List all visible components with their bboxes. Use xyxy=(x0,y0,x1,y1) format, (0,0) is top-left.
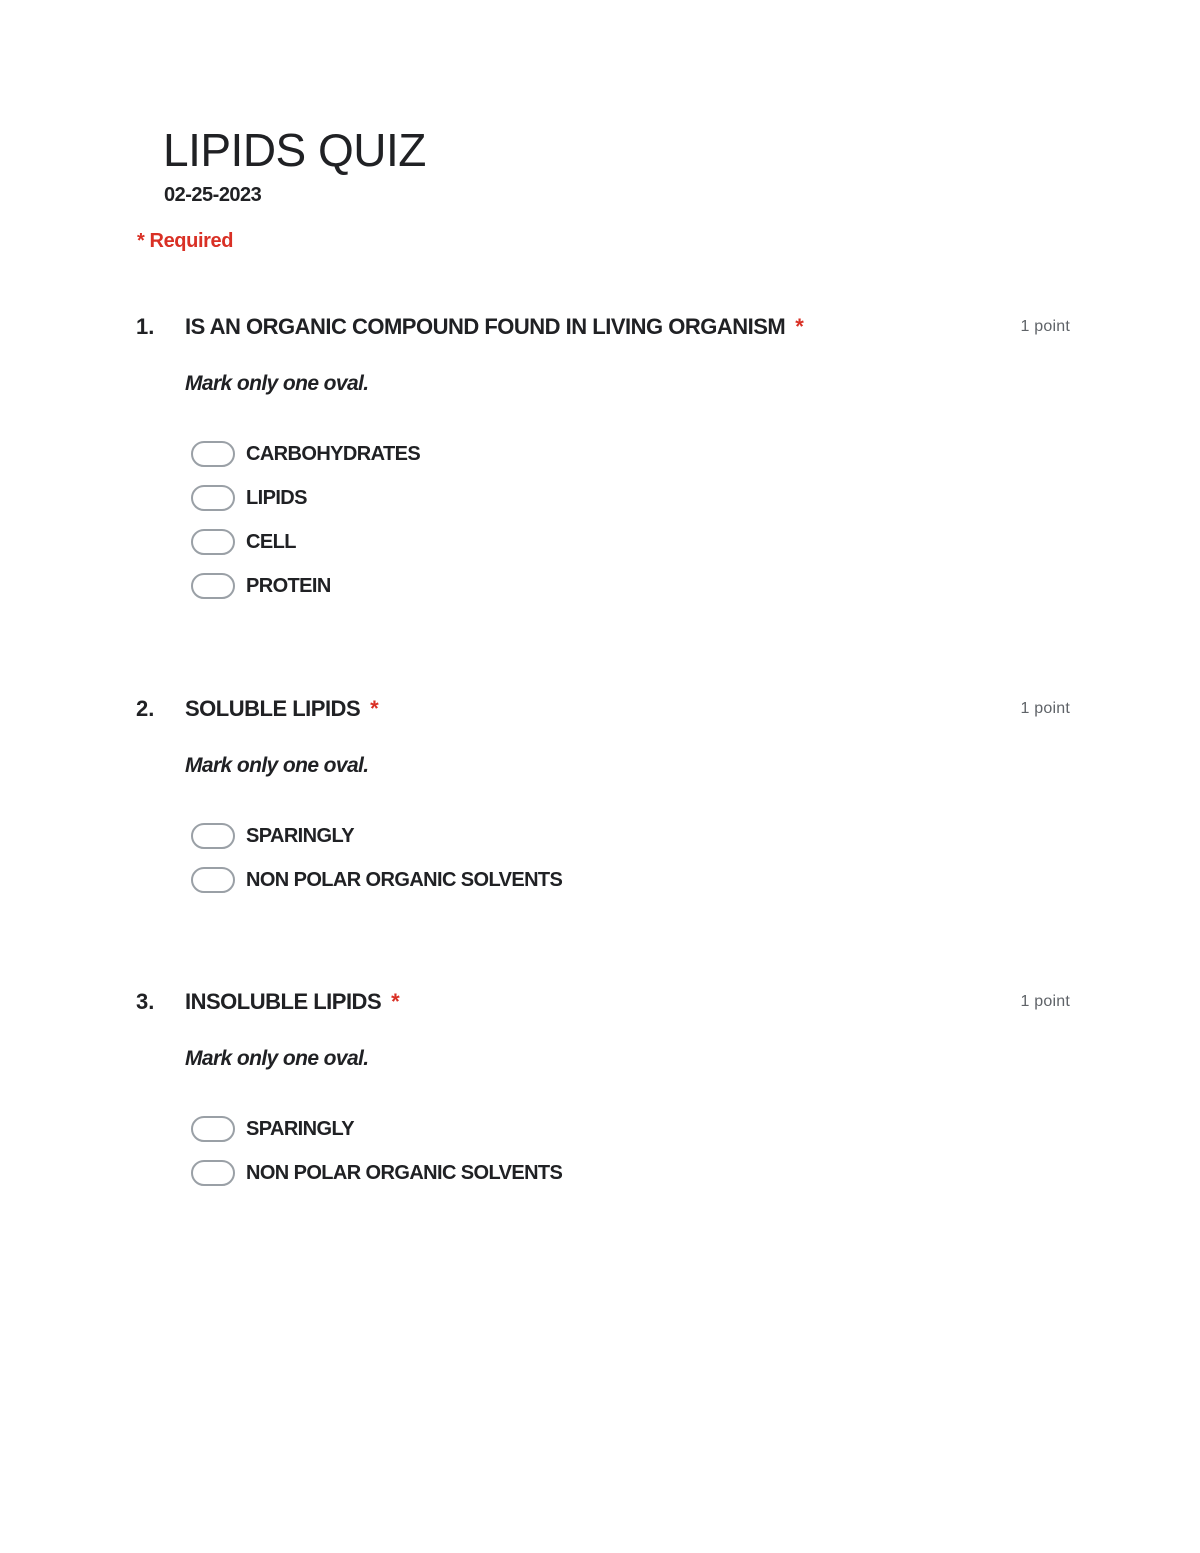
options-group xyxy=(191,1107,562,1195)
question-title xyxy=(185,696,378,722)
radio-oval[interactable] xyxy=(191,441,235,467)
required-star: * xyxy=(795,314,804,339)
radio-oval[interactable] xyxy=(191,485,235,511)
question-title-text: IS AN ORGANIC COMPOUND FOUND IN LIVING ORGANISM xyxy=(185,314,786,339)
option-non-polar-organic-solvents[interactable] xyxy=(191,1151,562,1195)
option-label: NON POLAR ORGANIC SOLVENTS xyxy=(246,1161,563,1184)
radio-oval[interactable] xyxy=(191,1160,235,1186)
radio-oval[interactable] xyxy=(191,1116,235,1142)
radio-oval[interactable] xyxy=(191,573,235,599)
required-star: * xyxy=(370,696,379,721)
question-points: 1 point xyxy=(1020,700,1070,717)
option-label: CELL xyxy=(246,530,296,553)
question-instruction: Mark only one oval. xyxy=(185,754,369,777)
radio-oval[interactable] xyxy=(191,823,235,849)
options-group xyxy=(191,432,420,608)
radio-oval[interactable] xyxy=(191,867,235,893)
option-label: LIPIDS xyxy=(246,486,307,509)
question-title xyxy=(185,314,803,340)
option-label: SPARINGLY xyxy=(246,1117,354,1140)
question-points: 1 point xyxy=(1020,318,1070,335)
option-lipids[interactable] xyxy=(191,476,420,520)
question-title-text: SOLUBLE LIPIDS xyxy=(185,696,361,721)
option-sparingly[interactable] xyxy=(191,1107,562,1151)
option-non-polar-organic-solvents[interactable] xyxy=(191,858,562,902)
option-label: SPARINGLY xyxy=(246,824,354,847)
form-date: 02-25-2023 xyxy=(164,184,262,206)
option-protein[interactable] xyxy=(191,564,420,608)
radio-oval[interactable] xyxy=(191,529,235,555)
option-label: PROTEIN xyxy=(246,574,331,597)
option-carbohydrates[interactable] xyxy=(191,432,420,476)
option-label: CARBOHYDRATES xyxy=(246,442,421,465)
options-group xyxy=(191,814,562,902)
question-number: 1. xyxy=(136,314,155,339)
option-sparingly[interactable] xyxy=(191,814,562,858)
required-star: * xyxy=(391,989,400,1014)
option-label: NON POLAR ORGANIC SOLVENTS xyxy=(246,868,563,891)
question-number: 3. xyxy=(136,989,155,1014)
question-title-text: INSOLUBLE LIPIDS xyxy=(185,989,382,1014)
question-instruction: Mark only one oval. xyxy=(185,372,369,395)
page-title: LIPIDS QUIZ xyxy=(163,124,426,176)
question-number: 2. xyxy=(136,696,155,721)
question-title xyxy=(185,989,399,1015)
required-note: * Required xyxy=(137,230,234,252)
question-instruction: Mark only one oval. xyxy=(185,1047,369,1070)
question-points: 1 point xyxy=(1020,993,1070,1010)
option-cell[interactable] xyxy=(191,520,420,564)
